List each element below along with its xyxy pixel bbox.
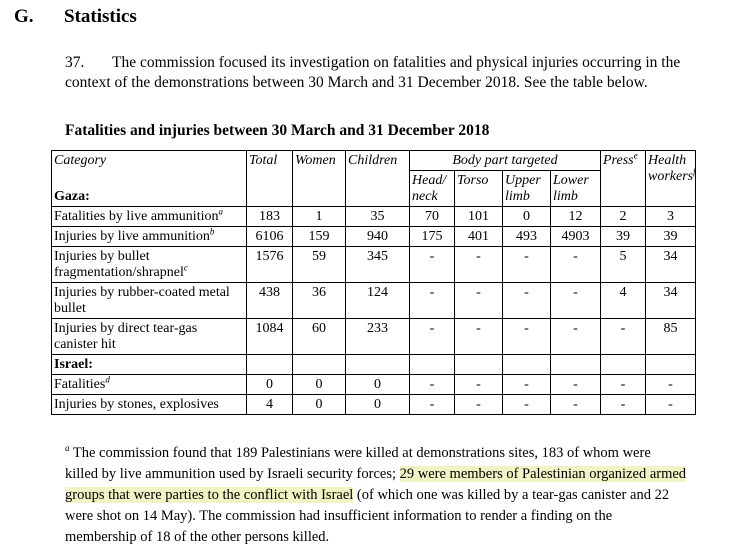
cell-children: 0 <box>346 395 410 415</box>
cell-head: - <box>410 319 455 355</box>
cell-women: 1 <box>293 207 346 227</box>
cell-women: 0 <box>293 375 346 395</box>
cell-children: 233 <box>346 319 410 355</box>
cell-torso: 101 <box>455 207 503 227</box>
cell-lower: - <box>551 375 601 395</box>
cell-press: 39 <box>601 227 646 247</box>
cell-children: 940 <box>346 227 410 247</box>
header-head-neck: Head/ neck <box>410 171 455 207</box>
cell-women: 159 <box>293 227 346 247</box>
row-label: Injuries by stones, explosives <box>52 395 247 415</box>
cell-upper: - <box>503 375 551 395</box>
paragraph-37 <box>65 53 695 92</box>
cell-health: - <box>646 375 696 395</box>
statistics-table <box>51 150 696 415</box>
header-lower-limb: Lower limb <box>551 171 601 207</box>
cell-women: 60 <box>293 319 346 355</box>
cell-total: 438 <box>247 283 293 319</box>
cell-press: 5 <box>601 247 646 283</box>
cell-press: - <box>601 375 646 395</box>
row-label: Injuries by rubber-coated metal bullet <box>52 283 247 319</box>
highlighted-text: 29 were members of Palestinian organized armed groups that were parties to the conflict with Israel <box>65 466 687 503</box>
header-row <box>52 151 696 171</box>
cell-upper: - <box>503 395 551 415</box>
cell-total: 4 <box>247 395 293 415</box>
paragraph-text: The commission focused its investigation on fatalities and physical injuries occurring in the context of the demonstrations between 30 March and 31 December 2018. See the table below. <box>65 54 681 91</box>
cell-health: 3 <box>646 207 696 227</box>
group-row-israel <box>52 355 696 375</box>
cell-upper: - <box>503 247 551 283</box>
cell-lower: 4903 <box>551 227 601 247</box>
cell-lower: - <box>551 319 601 355</box>
cell-total: 183 <box>247 207 293 227</box>
cell-press: - <box>601 395 646 415</box>
cell-health: 85 <box>646 319 696 355</box>
header-women: Women <box>293 151 346 171</box>
cell-total: 1084 <box>247 319 293 355</box>
row-label: Fatalities$^d$ <box>52 375 247 395</box>
paragraph-number: 37. <box>65 54 85 71</box>
cell-women: 59 <box>293 247 346 283</box>
subheader-row <box>52 171 696 207</box>
footnote-text-after: (of which one was killed by a tear-gas canister and 22 were shot on 14 May). The commission had insufficient information to render a finding on the membership of 18 of the other persons killed. <box>65 487 670 545</box>
row-label: Fatalities by live ammunition$^a$ <box>52 207 247 227</box>
cell-press: - <box>601 319 646 355</box>
cell-torso: 401 <box>455 227 503 247</box>
section-letter: G. <box>14 6 34 27</box>
cell-total: 6106 <box>247 227 293 247</box>
table-row <box>52 283 696 319</box>
cell-upper: 0 <box>503 207 551 227</box>
row-label: Injuries by live ammunition$^b$ <box>52 227 247 247</box>
cell-lower: - <box>551 395 601 415</box>
cell-upper: - <box>503 283 551 319</box>
cell-head: - <box>410 283 455 319</box>
section-title: Statistics <box>64 6 137 27</box>
cell-lower: 12 <box>551 207 601 227</box>
header-torso: Torso <box>455 171 503 207</box>
cell-torso: - <box>455 283 503 319</box>
press-footnote-marker: e <box>633 150 638 161</box>
table-row <box>52 207 696 227</box>
cell-women: 0 <box>293 395 346 415</box>
header-press: Press$^e$ <box>601 151 646 171</box>
header-health: Health workers$^f$ <box>646 151 696 207</box>
cell-head: - <box>410 375 455 395</box>
table-row <box>52 375 696 395</box>
cell-health: 39 <box>646 227 696 247</box>
cell-torso: - <box>455 375 503 395</box>
table-row <box>52 395 696 415</box>
footnote-marker: a <box>65 443 70 454</box>
cell-upper: 493 <box>503 227 551 247</box>
cell-children: 0 <box>346 375 410 395</box>
section-heading <box>14 6 137 28</box>
cell-torso: - <box>455 319 503 355</box>
table-row <box>52 247 696 283</box>
footnote-a <box>65 443 687 548</box>
cell-health: - <box>646 395 696 415</box>
row-label: Injuries by bullet fragmentation/shrapnel$^c$ <box>52 247 247 283</box>
group-israel: Israel: <box>52 355 247 375</box>
cell-upper: - <box>503 319 551 355</box>
cell-health: 34 <box>646 283 696 319</box>
header-upper-limb: Upper limb <box>503 171 551 207</box>
cell-lower: - <box>551 283 601 319</box>
cell-women: 36 <box>293 283 346 319</box>
table-row <box>52 227 696 247</box>
group-gaza: Gaza: <box>52 171 247 207</box>
table-row <box>52 319 696 355</box>
cell-head: - <box>410 395 455 415</box>
table-title: Fatalities and injuries between 30 March and 31 December 2018 <box>65 122 490 139</box>
row-label: Injuries by direct tear-gas canister hit <box>52 319 247 355</box>
cell-head: 175 <box>410 227 455 247</box>
cell-lower: - <box>551 247 601 283</box>
cell-head: - <box>410 247 455 283</box>
cell-total: 0 <box>247 375 293 395</box>
header-body-part: Body part targeted <box>410 151 601 171</box>
cell-children: 35 <box>346 207 410 227</box>
cell-health: 34 <box>646 247 696 283</box>
cell-children: 124 <box>346 283 410 319</box>
header-total: Total <box>247 151 293 171</box>
cell-children: 345 <box>346 247 410 283</box>
cell-press: 4 <box>601 283 646 319</box>
header-children: Children <box>346 151 410 171</box>
footnote-text-before: The commission found that 189 Palestinians were killed at demonstrations sites, 183 of whom were killed by live ammunition used by Israeli security forces; <box>65 445 651 482</box>
cell-torso: - <box>455 395 503 415</box>
header-category: Category <box>52 151 247 171</box>
health-footnote-marker: f <box>693 166 696 177</box>
cell-press: 2 <box>601 207 646 227</box>
cell-torso: - <box>455 247 503 283</box>
cell-head: 70 <box>410 207 455 227</box>
cell-total: 1576 <box>247 247 293 283</box>
